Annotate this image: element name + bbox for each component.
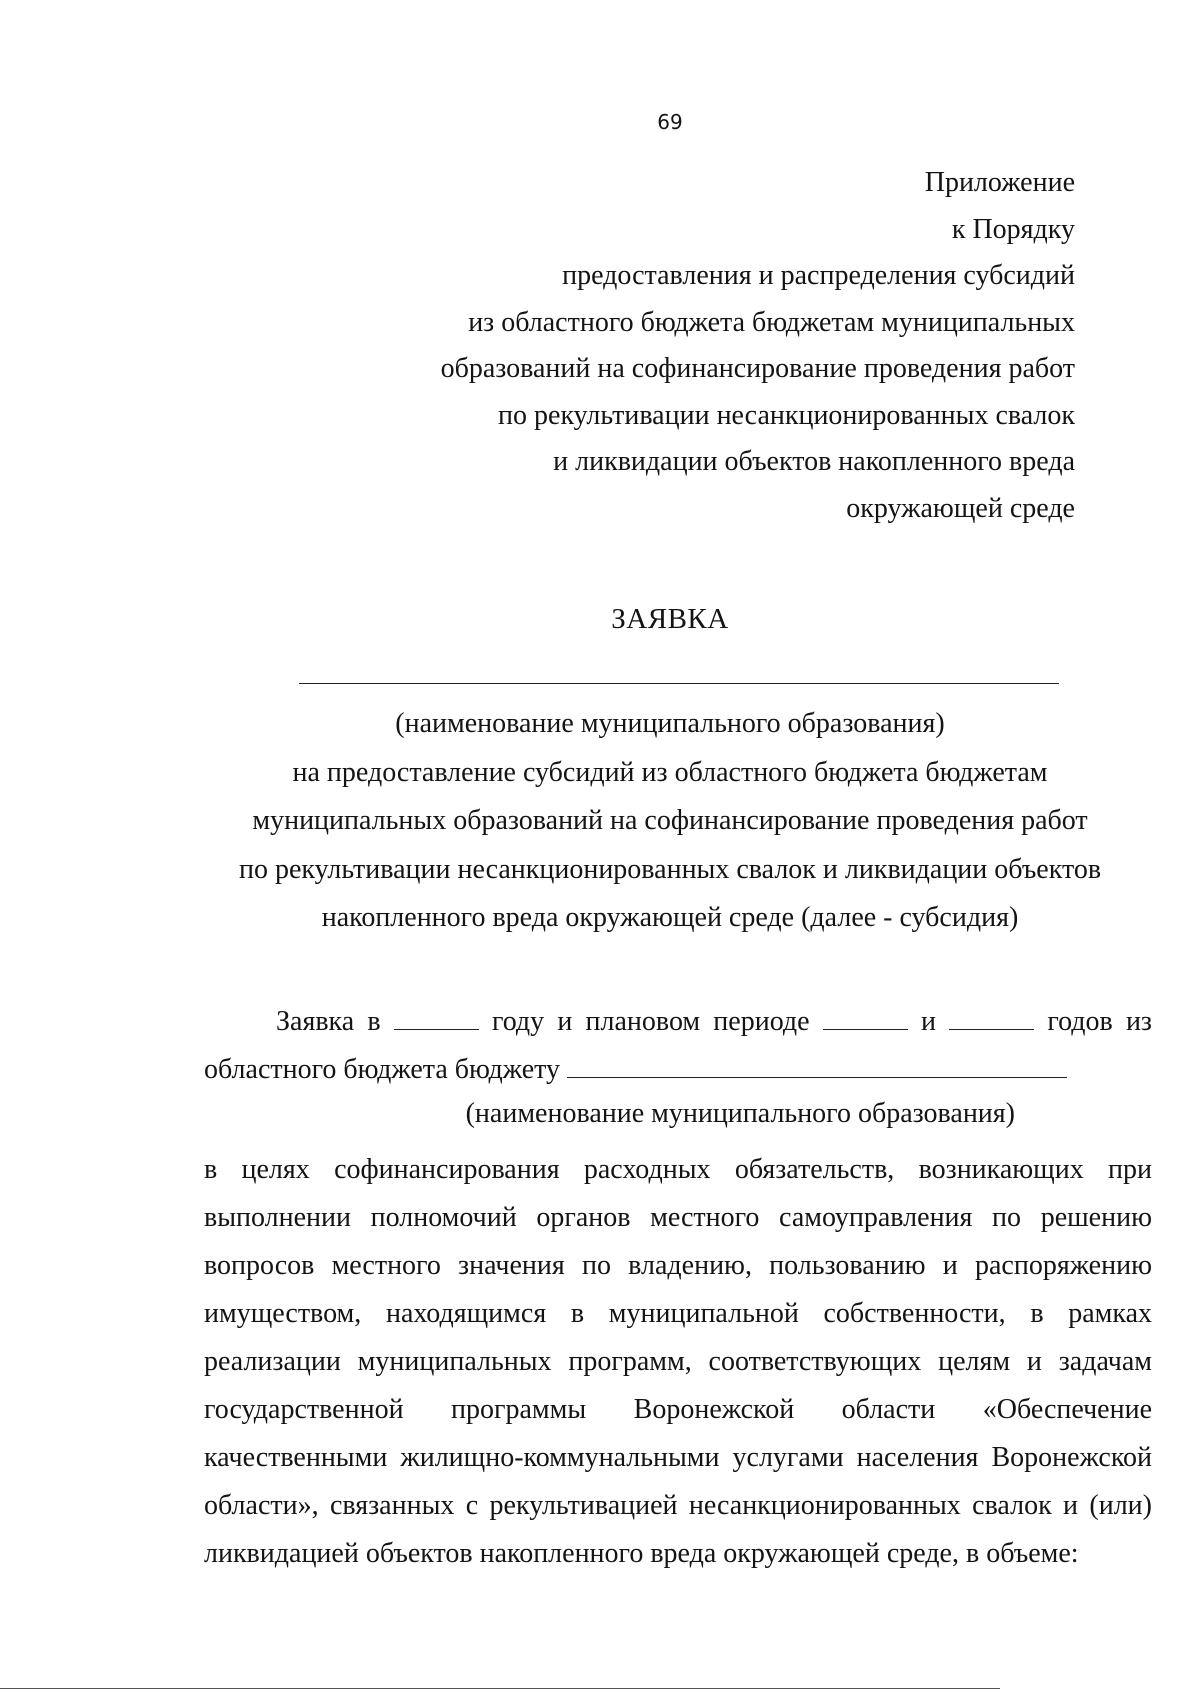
appendix-line: предоставления и распределения субсидий <box>562 260 1075 291</box>
paragraph-line: качественными жилищно-коммунальными услугами населения Воронежской <box>204 1442 1152 1473</box>
form-text: Заявка в <box>276 1006 381 1037</box>
paragraph-line: вопросов местного значения по владению, пользованию и распоряжению <box>204 1250 1152 1281</box>
subtitle-line: на предоставление субсидий из областного бюджета бюджетам <box>292 756 1048 788</box>
form-text: областного бюджета бюджету <box>204 1054 561 1085</box>
subtitle-line: муниципальных образований на софинансирование проведения работ <box>252 805 1088 836</box>
paragraph-line: ликвидацией объектов накопленного вреда окружающей среде, в объеме: <box>204 1538 1079 1569</box>
form-text: годов из <box>1047 1006 1152 1037</box>
appendix-line: Приложение <box>924 167 1075 198</box>
subtitle-line: накопленного вреда окружающей среде (далее - субсидия) <box>321 902 1019 933</box>
appendix-line: к Порядку <box>951 213 1075 245</box>
blank-caption: (наименование муниципального образования) <box>465 1098 1015 1129</box>
municipality-name-blank <box>299 683 1059 684</box>
budget-recipient-blank <box>567 1051 1067 1078</box>
form-line-budget <box>204 1046 1152 1094</box>
plan-year-1-blank <box>823 1003 908 1030</box>
paragraph-line: области», связанных с рекультивацией несанкционированных свалок и (или) <box>204 1490 1152 1521</box>
purpose-paragraph <box>204 1146 1152 1578</box>
document-title: ЗАЯВКА <box>611 603 729 635</box>
appendix-line: и ликвидации объектов накопленного вреда <box>553 446 1075 477</box>
page-number: 69 <box>657 110 683 134</box>
appendix-line: окружающей среде <box>846 492 1075 524</box>
paragraph-line: реализации муниципальных программ, соответствующих целям и задачам <box>204 1346 1152 1377</box>
year-blank <box>394 1003 479 1030</box>
form-line-year <box>204 998 1152 1046</box>
paragraph-line: имуществом, находящимся в муниципальной собственности, в рамках <box>204 1298 1152 1329</box>
paragraph-line: выполнении полномочий органов местного самоуправления по решению <box>204 1202 1152 1233</box>
paragraph-line: государственной программы Воронежской области «Обеспечение <box>204 1394 1152 1425</box>
appendix-line: по рекультивации несанкционированных свалок <box>498 399 1075 431</box>
form-text: и <box>920 1006 936 1037</box>
document-subtitle <box>0 700 1200 943</box>
appendix-header <box>375 160 1075 532</box>
plan-year-2-blank <box>949 1003 1034 1030</box>
appendix-line: образований на софинансирование проведения работ <box>440 353 1075 384</box>
bottom-rule <box>0 1688 1000 1689</box>
appendix-line: из областного бюджета бюджетам муниципальных <box>468 306 1075 338</box>
subtitle-line: по рекультивации несанкционированных свалок и ликвидации объектов <box>238 853 1102 885</box>
form-text: году и плановом периоде <box>491 1006 810 1037</box>
subtitle-line: (наименование муниципального образования) <box>395 708 945 739</box>
paragraph-line: в целях софинансирования расходных обязательств, возникающих при <box>204 1154 1152 1185</box>
